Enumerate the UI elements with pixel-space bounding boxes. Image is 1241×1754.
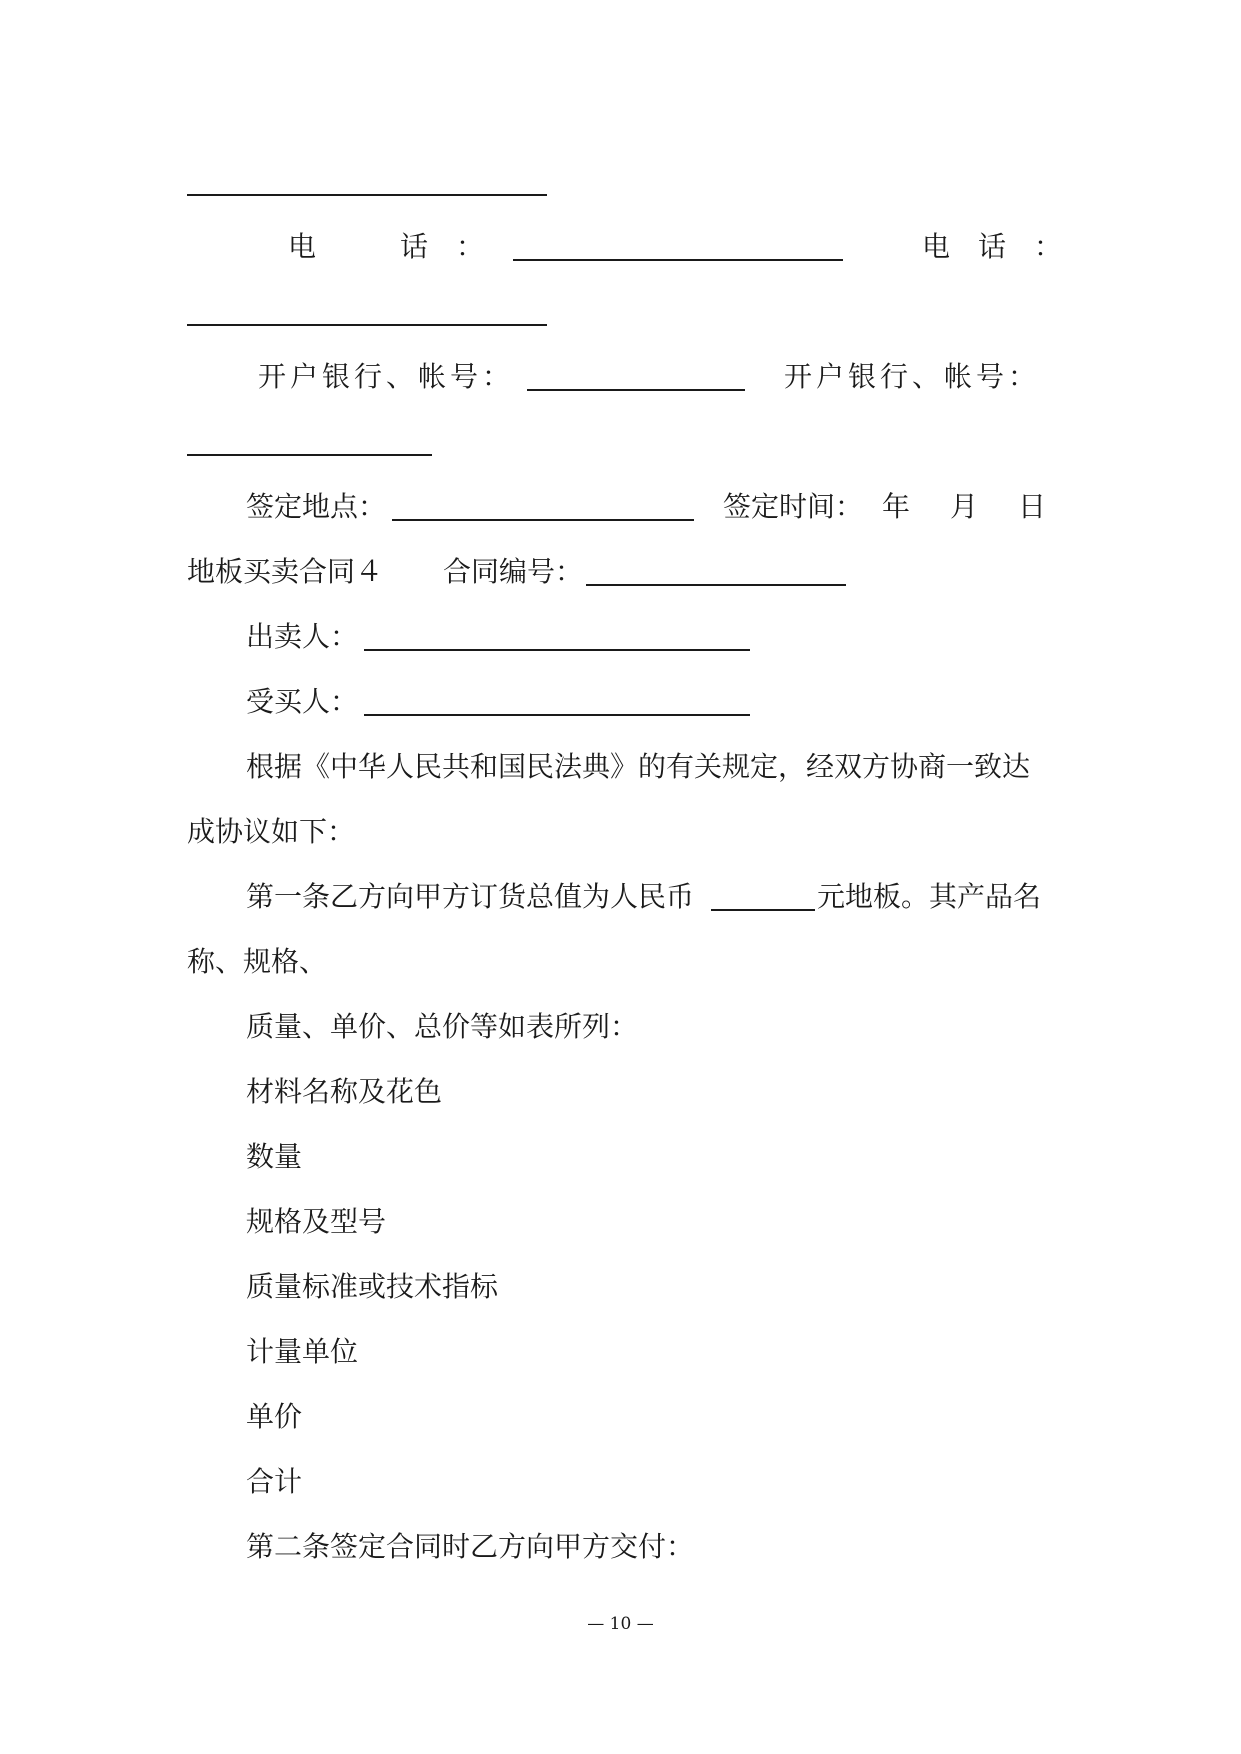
phone-label-right: 电 话 ： bbox=[922, 230, 1063, 263]
signing-time-label: 签定时间： bbox=[723, 490, 864, 523]
table-item-7: 合计 bbox=[246, 1465, 303, 1498]
contract-title: 地板买卖合同４ bbox=[187, 555, 384, 588]
contract-number-blank[interactable] bbox=[586, 584, 846, 586]
underline-blank-top[interactable] bbox=[187, 194, 547, 196]
phone-blank-right[interactable] bbox=[187, 324, 547, 326]
article1-line2: 称、规格、 bbox=[187, 945, 328, 978]
bank-blank-right[interactable] bbox=[187, 454, 432, 456]
buyer-blank[interactable] bbox=[364, 714, 750, 716]
article1-line3: 质量、单价、总价等如表所列： bbox=[246, 1010, 639, 1043]
seller-blank[interactable] bbox=[364, 649, 750, 651]
page-number: — 10 — bbox=[587, 1614, 654, 1634]
contract-number-label: 合同编号： bbox=[443, 555, 584, 588]
bank-label-right: 开户银行、帐号： bbox=[784, 360, 1041, 393]
bank-label-left: 开户银行、帐号： bbox=[258, 360, 515, 393]
signing-place-label: 签定地点： bbox=[246, 490, 387, 523]
phone-label-left: 电 话 ： bbox=[288, 230, 485, 263]
seller-label: 出卖人： bbox=[246, 620, 359, 653]
phone-row bbox=[288, 230, 484, 264]
article2-line1: 第二条签定合同时乙方向甲方交付： bbox=[246, 1530, 695, 1563]
table-item-2: 数量 bbox=[246, 1140, 303, 1173]
table-item-5: 计量单位 bbox=[246, 1335, 359, 1368]
bank-blank-left[interactable] bbox=[527, 389, 745, 391]
table-item-1: 材料名称及花色 bbox=[246, 1075, 443, 1108]
intro-line-1: 根据《中华人民共和国民法典》的有关规定，经双方协商一致达 bbox=[246, 750, 1031, 783]
signing-date-text: 年 月 日 bbox=[882, 490, 1053, 523]
table-item-3: 规格及型号 bbox=[246, 1205, 387, 1238]
buyer-label: 受买人： bbox=[246, 685, 359, 718]
intro-line-2: 成协议如下： bbox=[187, 815, 356, 848]
article1-line1-a: 第一条乙方向甲方订货总值为人民币 bbox=[246, 880, 695, 913]
table-item-4: 质量标准或技术指标 bbox=[246, 1270, 499, 1303]
article1-amount-blank[interactable] bbox=[711, 909, 815, 911]
signing-place-blank[interactable] bbox=[392, 519, 694, 521]
article1-line1-b: 元地板。其产品名 bbox=[817, 880, 1042, 913]
table-item-6: 单价 bbox=[246, 1400, 303, 1433]
phone-blank-left[interactable] bbox=[513, 259, 843, 261]
